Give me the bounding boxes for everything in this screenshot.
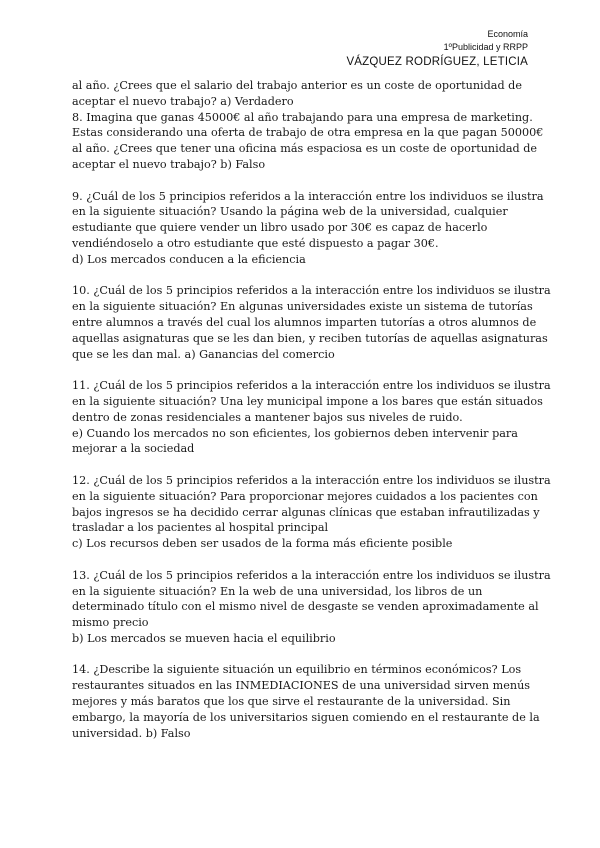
course-label: 1ºPublicidad y RRPP <box>443 42 528 52</box>
paragraph-q12 <box>72 473 551 552</box>
text-line: e) Cuando los mercados no son eficientes, los gobiernos deben intervenir para <box>72 426 518 440</box>
text-line: aquellas asignaturas que se les dan bien, y reciben tutorías de aquellas asignaturas <box>72 331 548 345</box>
text-line: universidad. b) Falso <box>72 726 191 740</box>
text-line: 13. ¿Cuál de los 5 principios referidos a la interacción entre los individuos se ilustra <box>72 568 551 582</box>
paragraph-gap <box>72 268 532 284</box>
text-line: mejorar a la sociedad <box>72 442 195 456</box>
text-line: mismo precio <box>72 616 149 630</box>
text-line: mejores y más baratos que los que sirve el restaurante de la universidad. Sin <box>72 695 511 709</box>
text-line: bajos ingresos se ha decidido cerrar algunas clínicas que estaban infrautilizadas y <box>72 505 540 519</box>
text-line: c) Los recursos deben ser usados de la forma más eficiente posible <box>72 537 453 551</box>
paragraph-q11 <box>72 378 551 457</box>
text-line: b) Los mercados se mueven hacia el equilibrio <box>72 631 336 645</box>
paragraph-gap <box>72 552 532 568</box>
text-line: vendiéndoselo a otro estudiante que esté dispuesto a pagar 30€. <box>72 236 439 250</box>
paragraph-q7-continuation <box>72 78 532 110</box>
text-line: dentro de zonas residenciales a mantener bajos sus niveles de ruido. <box>72 410 463 424</box>
text-line: en la siguiente situación? Una ley municipal impone a los bares que están situados <box>72 394 543 408</box>
paragraph-q8 <box>72 110 544 173</box>
text-line: entre alumnos a través del cual los alumnos imparten tutorías a otros alumnos de <box>72 315 537 329</box>
text-line: 8. Imagina que ganas 45000€ al año trabajando para una empresa de marketing. <box>72 110 533 124</box>
text-line: en la siguiente situación? En algunas universidades existe un sistema de tutorías <box>72 300 533 314</box>
paragraph-q9 <box>72 189 544 268</box>
document-body <box>72 78 551 741</box>
paragraph-gap <box>72 362 532 378</box>
page-header <box>346 29 528 69</box>
student-name: VÁZQUEZ RODRÍGUEZ, LETICIA <box>346 56 528 68</box>
text-line: 9. ¿Cuál de los 5 principios referidos a la interacción entre los individuos se ilustra <box>72 189 544 203</box>
text-line: al año. ¿Crees que el salario del trabajo anterior es un coste de oportunidad de <box>72 79 522 92</box>
text-line: Estas considerando una oferta de trabajo de otra empresa en la que pagan 50000€ <box>72 126 544 140</box>
paragraph-q10 <box>72 283 551 362</box>
text-line: en la siguiente situación? En la web de una universidad, los libros de un <box>72 584 483 598</box>
paragraph-q14 <box>72 662 540 741</box>
paragraph-gap <box>72 457 532 473</box>
subject-label: Economía <box>487 29 528 39</box>
text-line: 14. ¿Describe la siguiente situación un equilibrio en términos económicos? Los <box>72 663 522 677</box>
text-line: embargo, la mayoría de los universitarios siguen comiendo en el restaurante de la <box>72 710 540 724</box>
text-line: restaurantes situados en las INMEDIACIONES de una universidad sirven menús <box>72 679 531 693</box>
text-line: 12. ¿Cuál de los 5 principios referidos a la interacción entre los individuos se ilustra <box>72 473 551 487</box>
paragraph-gap <box>72 647 532 663</box>
text-line: en la siguiente situación? Para proporcionar mejores cuidados a los pacientes con <box>72 489 538 503</box>
text-line: 11. ¿Cuál de los 5 principios referidos a la interacción entre los individuos se ilustra <box>72 379 551 393</box>
text-line: aceptar el nuevo trabajo? b) Falso <box>72 157 266 171</box>
text-line: determinado título con el mismo nivel de desgaste se venden aproximadamente al <box>72 600 539 614</box>
text-line: al año. ¿Crees que tener una oficina más espaciosa es un coste de oportunidad de <box>72 142 538 156</box>
text-line: en la siguiente situación? Usando la página web de la universidad, cualquier <box>72 205 508 219</box>
text-line: trasladar a los pacientes al hospital principal <box>72 521 329 535</box>
paragraph-q13 <box>72 568 551 647</box>
text-line: 10. ¿Cuál de los 5 principios referidos a la interacción entre los individuos se ilustra <box>72 284 551 298</box>
text-line: aceptar el nuevo trabajo? a) Verdadero <box>72 94 294 108</box>
paragraph-gap <box>72 173 532 189</box>
text-line: que se les dan mal. a) Ganancias del comercio <box>72 347 335 361</box>
text-line: d) Los mercados conducen a la eficiencia <box>72 252 306 266</box>
text-line: estudiante que quiere vender un libro usado por 30€ es capaz de hacerlo <box>72 221 488 235</box>
